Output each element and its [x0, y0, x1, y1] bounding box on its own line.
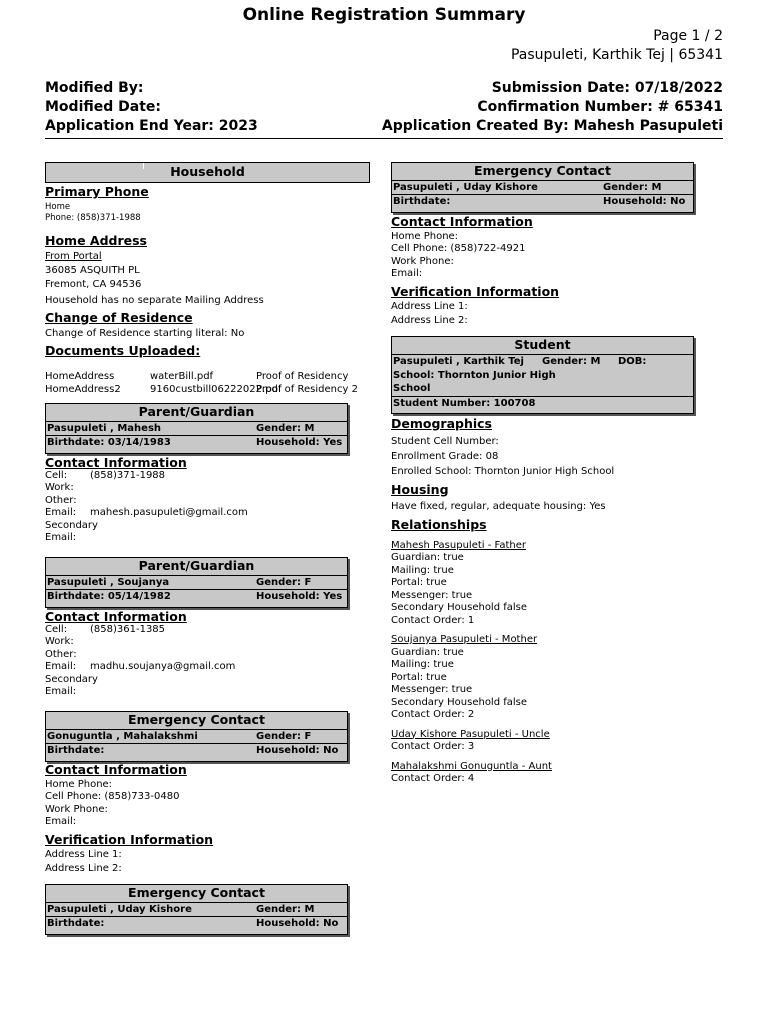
guardian-birthdate: Birthdate: 05/14/1982: [47, 591, 171, 602]
confirmation-number: Confirmation Number: # 65341: [477, 99, 723, 115]
contact-info-heading: Contact Information: [45, 455, 187, 470]
address-line-2: Address Line 2:: [45, 863, 122, 874]
emergency-contact-household: Household: No: [603, 196, 686, 207]
relationship-line: Contact Order: 3: [391, 741, 475, 752]
modified-by: Modified By:: [45, 80, 144, 96]
student-school-cont: School: [393, 383, 431, 394]
contact-info-heading: Contact Information: [391, 214, 533, 229]
emergency-contact-details: [391, 216, 721, 328]
email-value[interactable]: madhu.soujanya@gmail.com: [90, 661, 236, 672]
cell-label: Cell:: [45, 469, 68, 481]
housing-text: Have fixed, regular, adequate housing: Yes: [391, 501, 606, 512]
emergency-contact-household: Household: No: [256, 918, 339, 929]
cell-phone: Cell Phone: (858)722-4921: [391, 243, 526, 254]
contact-info-heading: Contact Information: [45, 762, 187, 777]
created-by: Application Created By: Mahesh Pasupuleti: [381, 118, 723, 134]
emergency-contact-details: [45, 764, 368, 876]
primary-phone: Phone: (858)371-1988: [45, 212, 141, 223]
relationship-item: [391, 761, 721, 786]
address-line-1: Address Line 1:: [391, 301, 468, 312]
relationship-line: Portal: true: [391, 671, 447, 683]
emergency-contact-title: Emergency Contact: [474, 163, 611, 178]
relationship-line: Mailing: true: [391, 564, 454, 576]
guardian-household: Household: Yes: [256, 437, 343, 448]
email: Email:: [45, 816, 77, 827]
email: Email:: [391, 268, 423, 279]
guardian-card: [45, 403, 348, 454]
emergency-contact-card: [391, 162, 694, 213]
other-label: Other:: [45, 494, 77, 506]
guardian-name: Pasupuleti , Mahesh: [47, 423, 162, 434]
document-name: HomeAddress2: [45, 384, 121, 395]
home-phone: Home Phone:: [391, 230, 459, 242]
demographics-heading: Demographics: [391, 416, 492, 431]
cell-label: Cell:: [45, 623, 68, 635]
contact-info-heading: Contact Information: [45, 609, 187, 624]
document-file[interactable]: 9160custbill06222022.pdf: [150, 384, 282, 395]
work-label: Work:: [45, 482, 74, 493]
student-cell-number: Student Cell Number:: [391, 435, 499, 447]
relationship-line: Contact Order: 4: [391, 773, 475, 784]
emergency-contact-birthdate: Birthdate:: [47, 918, 105, 929]
guardian-name: Pasupuleti , Soujanya: [47, 577, 170, 588]
relationship-title: Uday Kishore Pasupuleti - Uncle: [391, 728, 550, 740]
relationship-line: Secondary Household false: [391, 696, 528, 708]
document-file[interactable]: waterBill.pdf: [150, 371, 214, 382]
emergency-contact-title: Emergency Contact: [128, 712, 265, 727]
emergency-contact-name: Pasupuleti , Uday Kishore: [47, 904, 192, 915]
verification-heading: Verification Information: [45, 831, 214, 847]
secondary-email-label: Email:: [45, 532, 77, 543]
modified-date: Modified Date:: [45, 99, 161, 115]
relationship-line: Guardian: true: [391, 552, 464, 563]
housing-heading: Housing: [391, 481, 449, 497]
relationship-item: [391, 729, 721, 754]
relationship-title: Mahesh Pasupuleti - Father: [391, 539, 526, 551]
emergency-contact-card: [45, 711, 348, 762]
work-phone: Work Phone:: [45, 803, 108, 815]
student-name: Pasupuleti , Karthik Tej: [393, 356, 524, 367]
cell-value: (858)371-1988: [90, 469, 166, 481]
relationship-line: Messenger: true: [391, 684, 473, 695]
document-type: Proof of Residency: [256, 371, 349, 382]
address-line-1: Address Line 1:: [45, 849, 122, 860]
student-school: School: Thornton Junior High: [393, 370, 556, 381]
guardian-contact: [45, 611, 368, 699]
cell-phone: Cell Phone: (858)733-0480: [45, 791, 180, 802]
guardian-gender: Gender: M: [256, 423, 315, 434]
relationships-heading: Relationships: [391, 517, 487, 532]
header-divider: [45, 138, 723, 139]
work-phone: Work Phone:: [391, 255, 454, 267]
work-label: Work:: [45, 636, 74, 647]
verification-heading: Verification Information: [391, 283, 560, 299]
student-details: [391, 418, 721, 786]
relationship-item: [391, 634, 721, 722]
home-phone: Home Phone:: [45, 778, 113, 790]
enrollment-grade: Enrollment Grade: 08: [391, 450, 499, 462]
address-line-1: 36085 ASQUITH PL: [45, 265, 140, 276]
relationship-line: Contact Order: 1: [391, 614, 475, 626]
emergency-contact-birthdate: Birthdate:: [393, 196, 451, 207]
student-card: [391, 336, 694, 414]
student-number: Student Number: 100708: [393, 398, 536, 409]
address-line-2: Fremont, CA 94536: [45, 279, 142, 290]
enrolled-school: Enrolled School: Thornton Junior High School: [391, 465, 615, 477]
change-of-residence-heading: Change of Residence: [45, 310, 193, 325]
emergency-contact-card: [45, 884, 348, 935]
secondary-email-label: Email:: [45, 686, 77, 697]
guardian-title: Parent/Guardian: [138, 404, 255, 419]
relationship-line: Mailing: true: [391, 659, 454, 670]
from-portal: From Portal: [45, 251, 102, 262]
emergency-contact-name: Gonuguntla , Mahalakshmi: [47, 731, 198, 742]
relationship-line: Secondary Household false: [391, 602, 528, 613]
guardian-title: Parent/Guardian: [138, 558, 255, 573]
relationship-item: [391, 540, 721, 628]
household-title: Household: [170, 164, 245, 179]
guardian-gender: Gender: F: [256, 577, 312, 588]
emergency-contact-gender: Gender: F: [256, 731, 312, 742]
relationship-line: Messenger: true: [391, 589, 473, 601]
emergency-contact-gender: Gender: M: [256, 904, 315, 915]
email-label: Email:: [45, 507, 77, 518]
change-of-residence-text: Change of Residence starting literal: No: [45, 327, 245, 339]
page-title: Online Registration Summary: [242, 5, 526, 25]
relationship-line: Portal: true: [391, 577, 447, 588]
other-label: Other:: [45, 648, 77, 660]
household-header: [45, 162, 370, 183]
address-line-2: Address Line 2:: [391, 315, 468, 326]
student-title: Student: [514, 337, 571, 352]
emergency-contact-name: Pasupuleti , Uday Kishore: [393, 182, 538, 193]
documents-heading: Documents Uploaded:: [45, 342, 201, 358]
relationship-title: Soujanya Pasupuleti - Mother: [391, 634, 538, 645]
relationship-title: Mahalakshmi Gonuguntla - Aunt: [391, 760, 552, 772]
emergency-contact-title: Emergency Contact: [128, 885, 265, 900]
document-type: Proof of Residency 2: [256, 384, 358, 395]
guardian-household: Household: Yes: [256, 591, 343, 602]
phone-type: Home: [45, 201, 71, 212]
secondary-label: Secondary: [45, 673, 98, 685]
mailing-note: Household has no separate Mailing Address: [45, 295, 264, 306]
submission-date: Submission Date: 07/18/2022: [491, 80, 723, 96]
application-end-year: Application End Year: 2023: [45, 118, 258, 134]
emergency-contact-gender: Gender: M: [603, 182, 662, 193]
guardian-card: [45, 557, 348, 608]
secondary-label: Secondary: [45, 519, 98, 531]
guardian-birthdate: Birthdate: 03/14/1983: [47, 437, 171, 448]
page-number: Page 1 / 2: [653, 28, 723, 44]
email-value[interactable]: mahesh.pasupuleti@gmail.com: [90, 507, 248, 518]
primary-phone-heading: Primary Phone: [45, 184, 149, 199]
student-identifier: Pasupuleti, Karthik Tej | 65341: [510, 47, 723, 63]
document-name: HomeAddress: [45, 371, 115, 382]
guardian-contact: [45, 457, 368, 545]
household-section: [45, 186, 368, 357]
emergency-contact-household: Household: No: [256, 745, 339, 756]
cell-value: (858)361-1385: [90, 623, 166, 635]
student-gender: Gender: M: [542, 356, 601, 367]
student-dob: DOB:: [618, 356, 647, 367]
relationship-line: Guardian: true: [391, 646, 464, 658]
emergency-contact-birthdate: Birthdate:: [47, 745, 105, 756]
home-address-heading: Home Address: [45, 232, 147, 248]
relationship-line: Contact Order: 2: [391, 709, 475, 720]
email-label: Email:: [45, 661, 77, 672]
